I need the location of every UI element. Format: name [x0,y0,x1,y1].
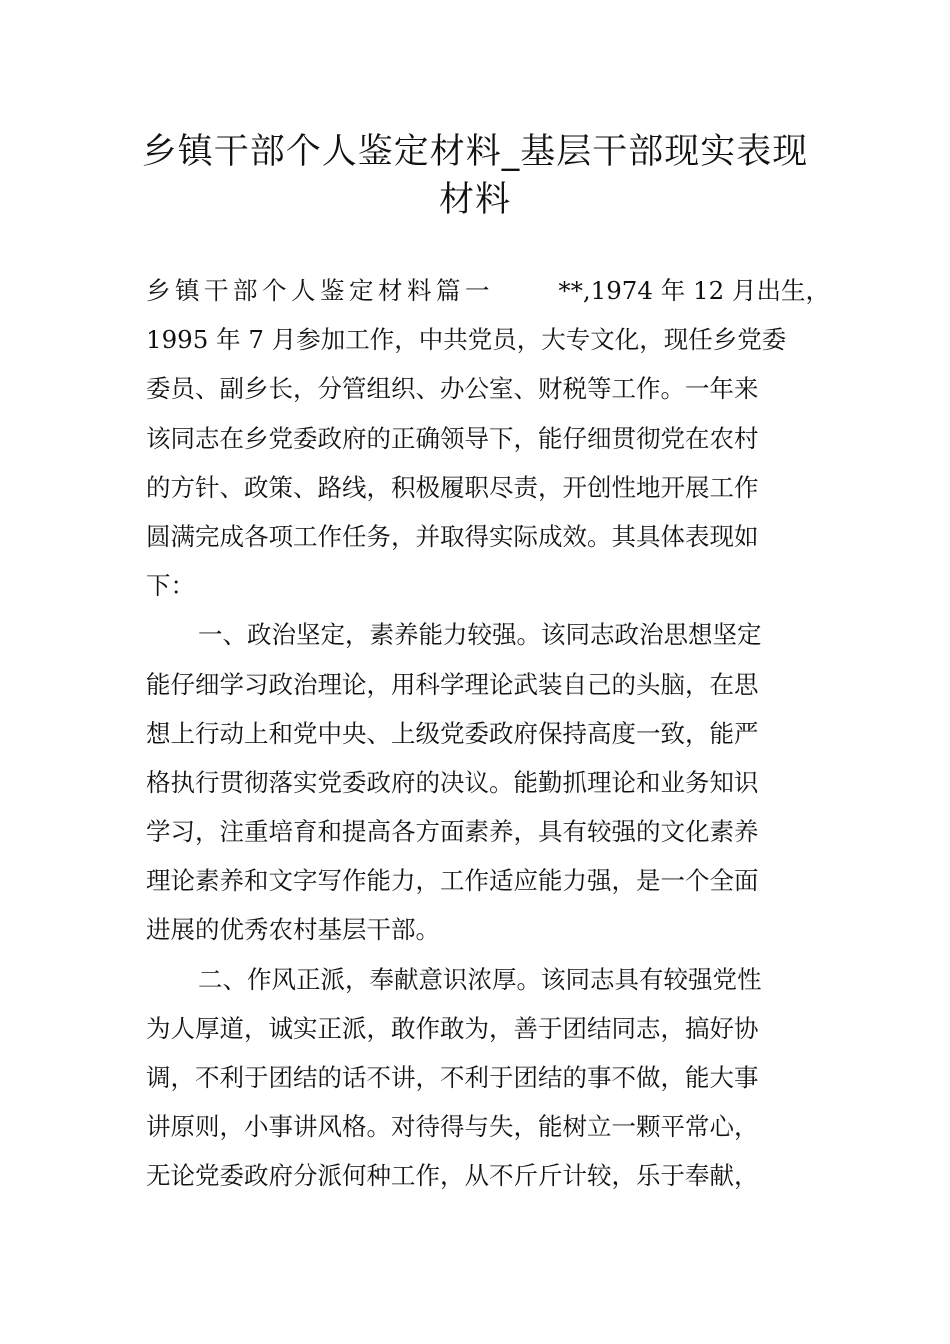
paragraph-line: 进展的优秀农村基层干部。 [146,915,440,945]
paragraph-line: 调，不利于团结的话不讲，不利于团结的事不做，能大事 [146,1063,759,1092]
paragraph-line: 的方针、政策、路线，积极履职尽责，开创性地开展工作 [146,472,759,502]
lead-heading: 乡镇干部个人鉴定材料篇一 [146,276,494,305]
lead-rest: **,1974 年 12 月出生， [558,276,830,305]
paragraph-line: 想上行动上和党中央、上级党委政府保持高度一致，能严 [146,718,759,748]
paragraph-line: 理论素养和文字写作能力，工作适应能力强，是一个全面 [146,866,759,896]
document-title [120,128,830,224]
paragraph-line: 1995 年 7 月参加工作，中共党员，大专文化，现任乡党委 [146,325,787,355]
paragraph-line: 格执行贯彻落实党委政府的决议。能勤抓理论和业务知识 [146,767,759,797]
paragraph-line [146,266,830,315]
paragraph-line: 为人厚道，诚实正派，敢作敢为，善于团结同志，搞好协 [146,1013,759,1043]
paragraph-line: 能仔细学习政治理论，用科学理论武装自己的头脑，在思 [146,669,759,699]
title-line-2: 材料 [438,180,511,220]
paragraph-line: 圆满完成各项工作任务，并取得实际成效。其具体表现如 [146,521,759,551]
paragraph-line: 一、政治坚定，素养能力较强。该同志政治思想坚定 [198,620,762,650]
paragraph-line: 委员、副乡长，分管组织、办公室、财税等工作。一年来 [146,374,759,404]
paragraph-line: 二、作风正派，奉献意识浓厚。该同志具有较强党性 [198,964,762,994]
title-line-1: 乡镇干部个人鉴定材料_基层干部现实表现 [141,132,809,172]
paragraph-line: 该同志在乡党委政府的正确领导下，能仔细贯彻党在农村 [146,423,759,453]
paragraph-line: 讲原则，小事讲风格。对待得与失，能树立一颗平常心， [146,1112,759,1142]
paragraph-line: 下： [146,571,195,601]
paragraph-line: 学习，注重培育和提高各方面素养，具有较强的文化素养 [146,817,759,847]
document-body [146,266,830,1201]
paragraph-line: 无论党委政府分派何种工作，从不斤斤计较，乐于奉献， [146,1161,759,1191]
